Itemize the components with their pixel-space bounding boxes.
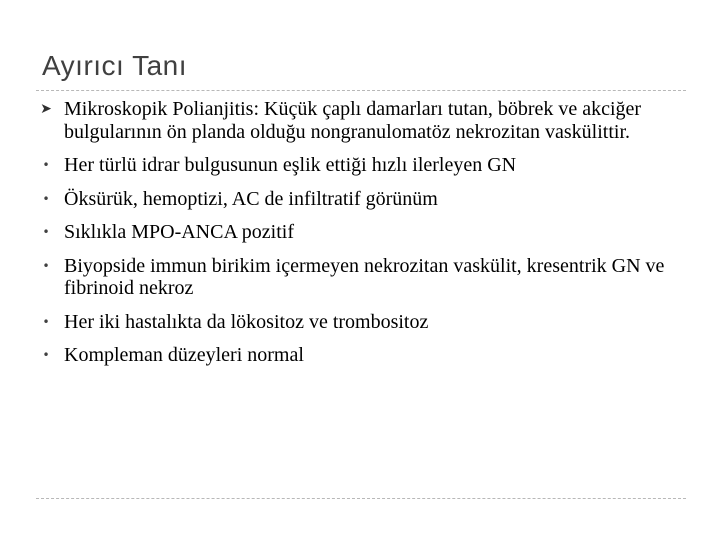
dot-icon: • xyxy=(42,191,50,206)
dot-icon: • xyxy=(42,258,50,273)
bullet-text: Mikroskopik Polianjitis: Küçük çaplı damarları tutan, böbrek ve akciğer bulgularının ön planda olduğu nongranulomatöz nekrozitan vaskülittir. xyxy=(64,98,642,143)
arrow-icon: ➤ xyxy=(40,101,52,117)
list-item xyxy=(28,344,678,367)
dot-icon: • xyxy=(42,348,50,362)
title-divider xyxy=(36,90,686,91)
page-title: Ayırıcı Tanı xyxy=(42,50,188,81)
dot-icon: • xyxy=(42,225,50,239)
dot-icon: • xyxy=(42,314,50,329)
bullet-text: Her türlü idrar bulgusunun eşlik ettiği hızlı ilerleyen GN xyxy=(64,154,517,176)
bullet-text: Her iki hastalıkta da lökositoz ve trombositoz xyxy=(64,310,429,333)
bullet-text: Öksürük, hemoptizi, AC de infiltratif görünüm xyxy=(64,187,438,210)
footer-divider xyxy=(36,498,686,499)
bullet-text: Biyopside immun birikim içermeyen nekrozitan vaskülit, kresentrik GN ve fibrinoid nekroz xyxy=(64,254,665,299)
dot-icon: • xyxy=(42,158,50,172)
list-item xyxy=(28,311,678,334)
list-item xyxy=(28,154,678,177)
list-item xyxy=(28,188,678,211)
list-item xyxy=(28,98,678,143)
bullet-text: Sıklıkla MPO-ANCA pozitif xyxy=(64,221,295,243)
bullet-list xyxy=(28,98,678,378)
bullet-text: Kompleman düzeyleri normal xyxy=(64,344,304,366)
list-item xyxy=(28,221,678,244)
list-item xyxy=(28,255,678,300)
